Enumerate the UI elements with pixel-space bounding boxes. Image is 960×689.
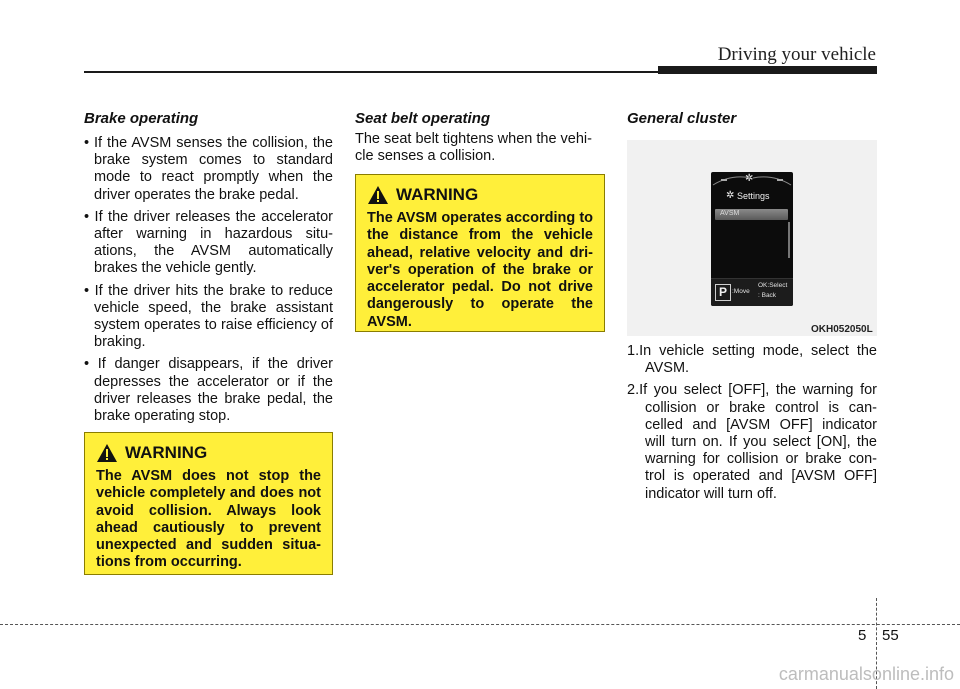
- brake-operating-list: [84, 135, 333, 430]
- seat-belt-text: The seat belt tightens when the vehicle senses a collision.: [355, 131, 592, 165]
- list-item: 1.In vehicle setting mode, select the AVSM.: [627, 343, 877, 377]
- warning-header: [96, 443, 321, 463]
- list-item: • If the AVSM senses the collision, the brake system comes to standard mode to react promptly when the driver operates the brake pedal.: [84, 135, 333, 203]
- warning-box-1: [84, 432, 333, 575]
- page-number: 55: [882, 627, 899, 644]
- watermark: carmanualsonline.info: [778, 664, 954, 684]
- settings-icon: ✲: [726, 190, 735, 201]
- heading-brake-operating: Brake operating: [84, 110, 199, 127]
- header-rule-accent: [658, 66, 877, 74]
- warning-text: The AVSM operates according to the distance from the vehicle ahead, relative velocity and driver's operation of the brake or accelerator pedal. Do not drive dangerously to operate the AVSM.: [367, 210, 593, 330]
- list-item: • If the driver releases the accelerator after warning in hazardous situations, the AVSM automatically brakes the vehicle gently.: [84, 208, 333, 277]
- gear-indicator: P: [715, 284, 731, 301]
- move-hint: :Move: [732, 288, 750, 295]
- section-number: 5: [858, 627, 867, 644]
- list-item: • If the driver hits the brake to reduce vehicle speed, the brake assistant system operates to raise efficiency of braking.: [84, 282, 333, 351]
- warning-box-2: [355, 174, 605, 332]
- warning-title: WARNING: [125, 443, 208, 462]
- header-rule: [84, 71, 664, 73]
- warning-triangle-icon: [367, 185, 389, 205]
- footer-rule: [0, 624, 960, 625]
- cluster-steps-list: [627, 343, 877, 508]
- cluster-display: [711, 172, 793, 306]
- list-item: 2.If you select [OFF], the warning for collision or brake control is cancelled and [AVSM OFF] indicator will turn on. If you select [ON], the warning for collision or brake control is operated and [AVSM OFF] indicator will turn off.: [627, 382, 877, 502]
- figure-code: OKH052050L: [811, 324, 873, 335]
- cluster-figure: [627, 140, 877, 336]
- warning-title: WARNING: [396, 185, 479, 204]
- warning-text: The AVSM does not stop the vehicle completely and does not avoid collision. Always look ahead cautiously to prevent unexpected and sudden situations from occurring.: [96, 468, 321, 571]
- list-item: • If danger disappears, if the driver depresses the accelerator or if the driver releases the brake pedal, the brake operating stop.: [84, 356, 333, 425]
- display-scrollbar: [788, 222, 790, 258]
- page-header-title: Driving your vehicle: [717, 44, 876, 65]
- display-selected-label: AVSM: [720, 210, 740, 217]
- back-hint: : Back: [758, 292, 777, 299]
- heading-seat-belt-operating: Seat belt operating: [355, 110, 491, 127]
- warning-triangle-icon: [96, 443, 118, 463]
- heading-general-cluster: General cluster: [627, 110, 737, 127]
- gear-icon: ✲: [745, 173, 754, 184]
- select-hint: OK:Select: [758, 282, 788, 289]
- warning-header: [367, 185, 593, 205]
- display-title: Settings: [737, 191, 770, 201]
